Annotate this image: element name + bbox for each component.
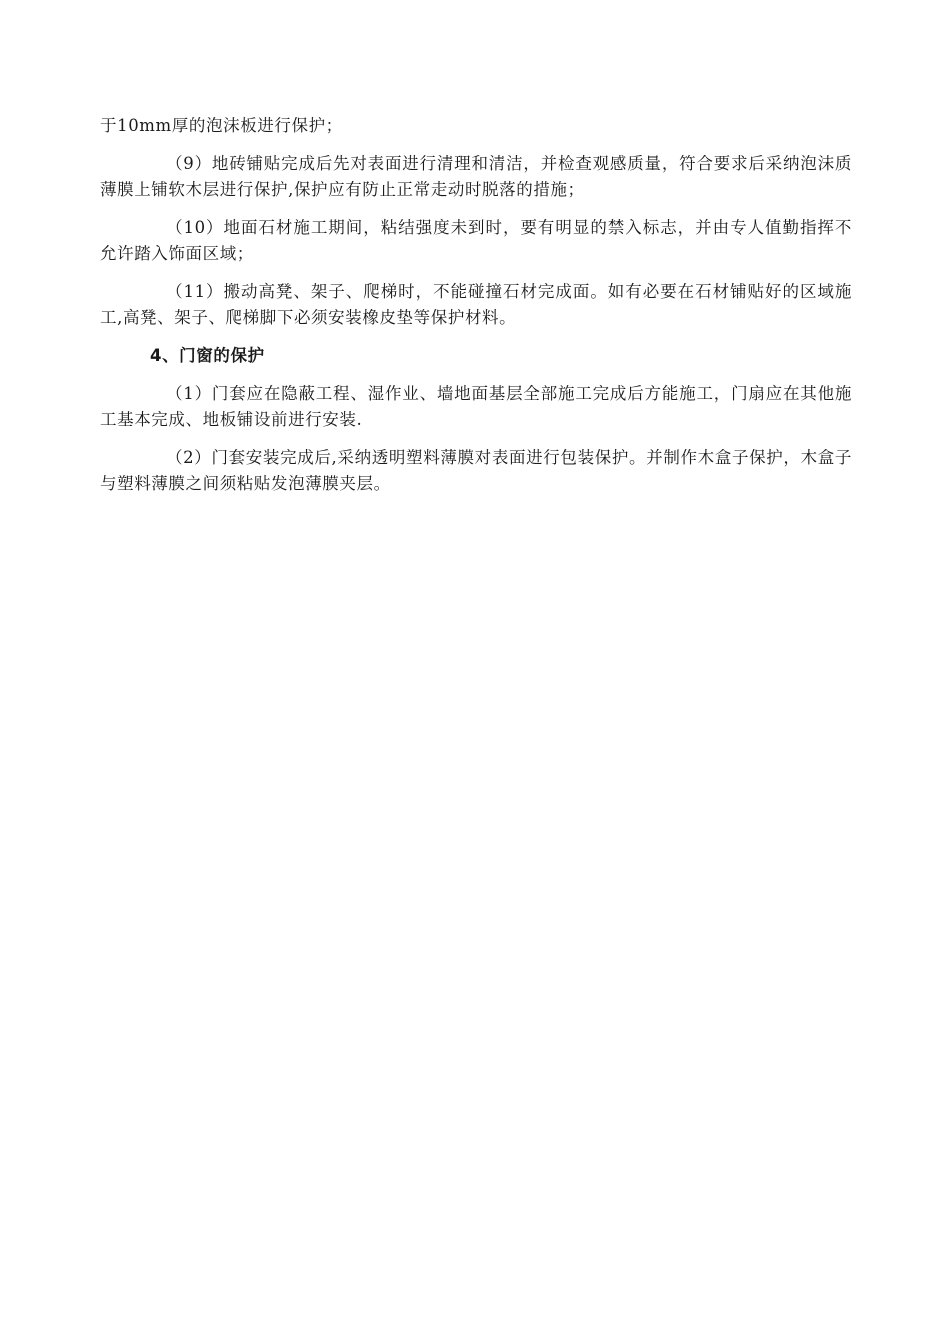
paragraph-door-item-2: （2）门套安装完成后,采纳透明塑料薄膜对表面进行包装保护。并制作木盒子保护，木盒子与塑料薄膜之间须粘贴发泡薄膜夹层。	[100, 448, 852, 493]
section-heading-door-window-protection: 4、门窗的保护	[150, 346, 265, 365]
paragraph-item-9: （9）地砖铺贴完成后先对表面进行清理和清洁，并检查观感质量，符合要求后采纳泡沫质薄膜上铺软木层进行保护,保护应有防止正常走动时脱落的措施；	[100, 154, 852, 199]
document-page	[100, 113, 852, 497]
paragraph-item-10: （10）地面石材施工期间，粘结强度未到时，要有明显的禁入标志，并由专人值勤指挥不允许踏入饰面区域；	[100, 218, 852, 263]
paragraph-item-11: （11）搬动高凳、架子、爬梯时，不能碰撞石材完成面。如有必要在石材铺贴好的区域施工,高凳、架子、爬梯脚下必须安装橡皮垫等保护材料。	[100, 282, 852, 327]
paragraph-continuation: 于10mm厚的泡沫板进行保护；	[100, 116, 343, 135]
paragraph-door-item-1: （1）门套应在隐蔽工程、湿作业、墙地面基层全部施工完成后方能施工，门扇应在其他施工基本完成、地板铺设前进行安装.	[100, 384, 852, 429]
